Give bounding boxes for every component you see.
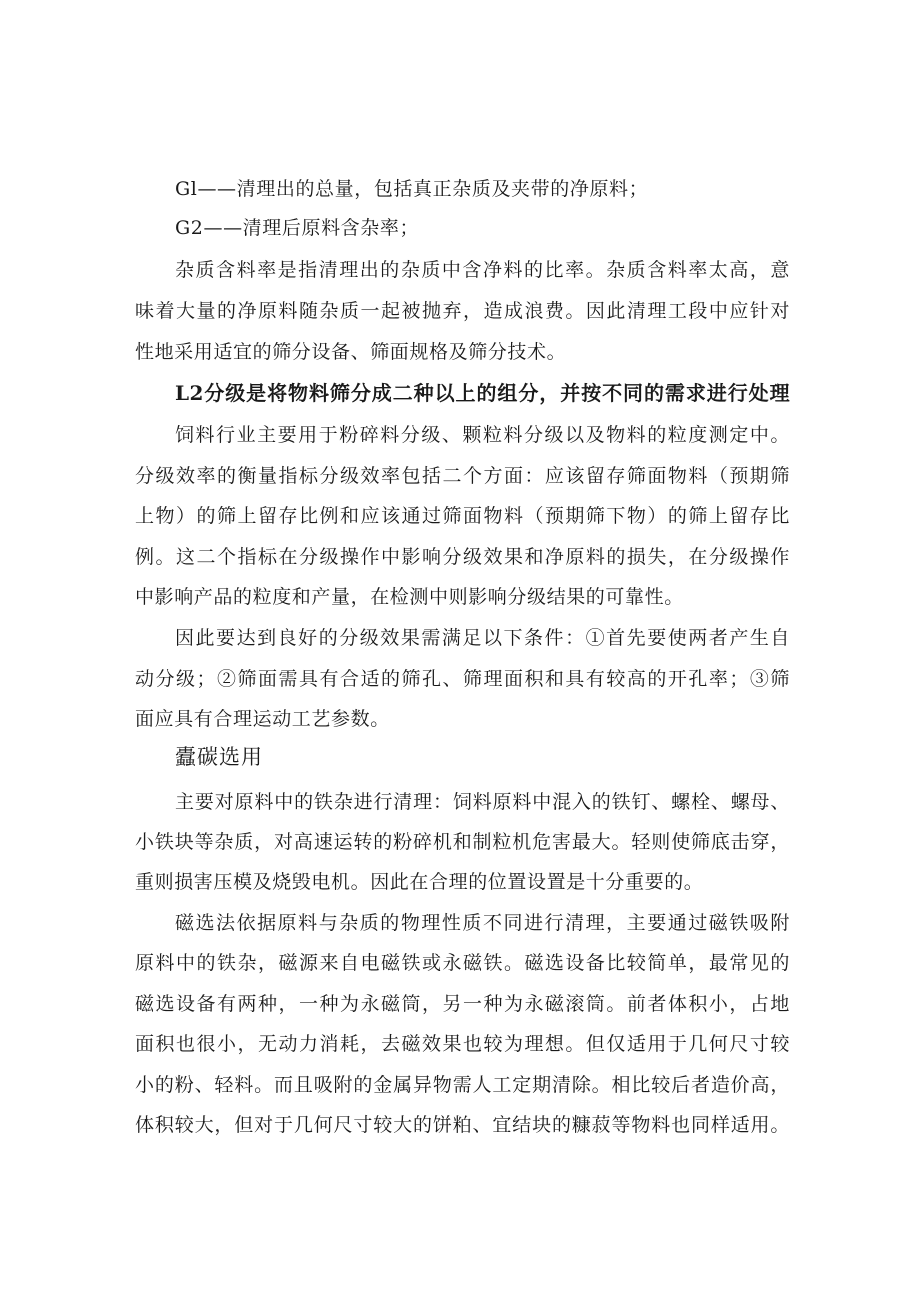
- text-line: 面积也很小，无动力消耗，去磁效果也较为理想。但仅适用于几何尺寸较: [135, 1033, 790, 1055]
- text-line: Gl——清理出的总量，包括真正杂质及夹带的净原料；: [175, 178, 649, 200]
- text-line: 饲料行业主要用于粉碎料分级、颗粒料分级以及物料的粒度测定中。: [175, 424, 790, 446]
- text-line: 上物）的筛上留存比例和应该通过筛面物料（预期筛下物）的筛上留存比: [135, 505, 790, 527]
- text-line: 因此要达到良好的分级效果需满足以下条件：①首先要使两者产生自: [175, 627, 790, 649]
- text-line: 原料中的铁杂，磁源来自电磁铁或永磁铁。磁选设备比较简单，最常见的: [135, 952, 790, 974]
- section-heading: 蠹碳选用: [175, 745, 263, 769]
- text-line: 小铁块等杂质，对高速运转的粉碎机和制粒机危害最大。轻则使筛底击穿，: [135, 831, 790, 853]
- text-line: G2——清理后原料含杂率；: [175, 217, 420, 239]
- text-line: 分级效率的衡量指标分级效率包括二个方面：应该留存筛面物料（预期筛: [135, 465, 790, 487]
- text-line: 中影响产品的粒度和产量，在检测中则影响分级结果的可靠性。: [135, 586, 684, 608]
- text-line: 面应具有合理运动工艺参数。: [135, 708, 390, 730]
- text-line: 味着大量的净原料随杂质一起被抛弃，造成浪费。因此清理工段中应针对: [135, 300, 790, 322]
- text-line: 动分级；②筛面需具有合适的筛孔、筛理面积和具有较高的开孔率；③筛: [135, 668, 790, 690]
- text-line: 磁选法依据原料与杂质的物理性质不同进行清理，主要通过磁铁吸附: [175, 912, 790, 934]
- text-line: 性地采用适宜的筛分设备、筛面规格及筛分技术。: [135, 341, 567, 363]
- section-heading: L2分级是将物料筛分成二种以上的组分，并按不同的需求进行处理: [175, 381, 790, 405]
- text-line: 例。这二个指标在分级操作中影响分级效果和净原料的损失，在分级操作: [135, 546, 790, 568]
- text-line: 重则损害压模及烧毁电机。因此在合理的位置设置是十分重要的。: [135, 871, 704, 893]
- text-line: 小的粉、轻料。而且吸附的金属异物需人工定期清除。相比较后者造价高，: [135, 1074, 790, 1096]
- text-line: 磁选设备有两种，一种为永磁筒，另一种为永磁滚筒。前者体积小，占地: [135, 993, 790, 1015]
- text-line: 杂质含料率是指清理出的杂质中含净料的比率。杂质含料率太高，意: [175, 259, 790, 281]
- text-line: 体积较大，但对于几何尺寸较大的饼粕、宜结块的糠菽等物料也同样适用。: [135, 1114, 790, 1136]
- text-line: 主要对原料中的铁杂进行清理：饲料原料中混入的铁钉、螺栓、螺母、: [175, 791, 790, 813]
